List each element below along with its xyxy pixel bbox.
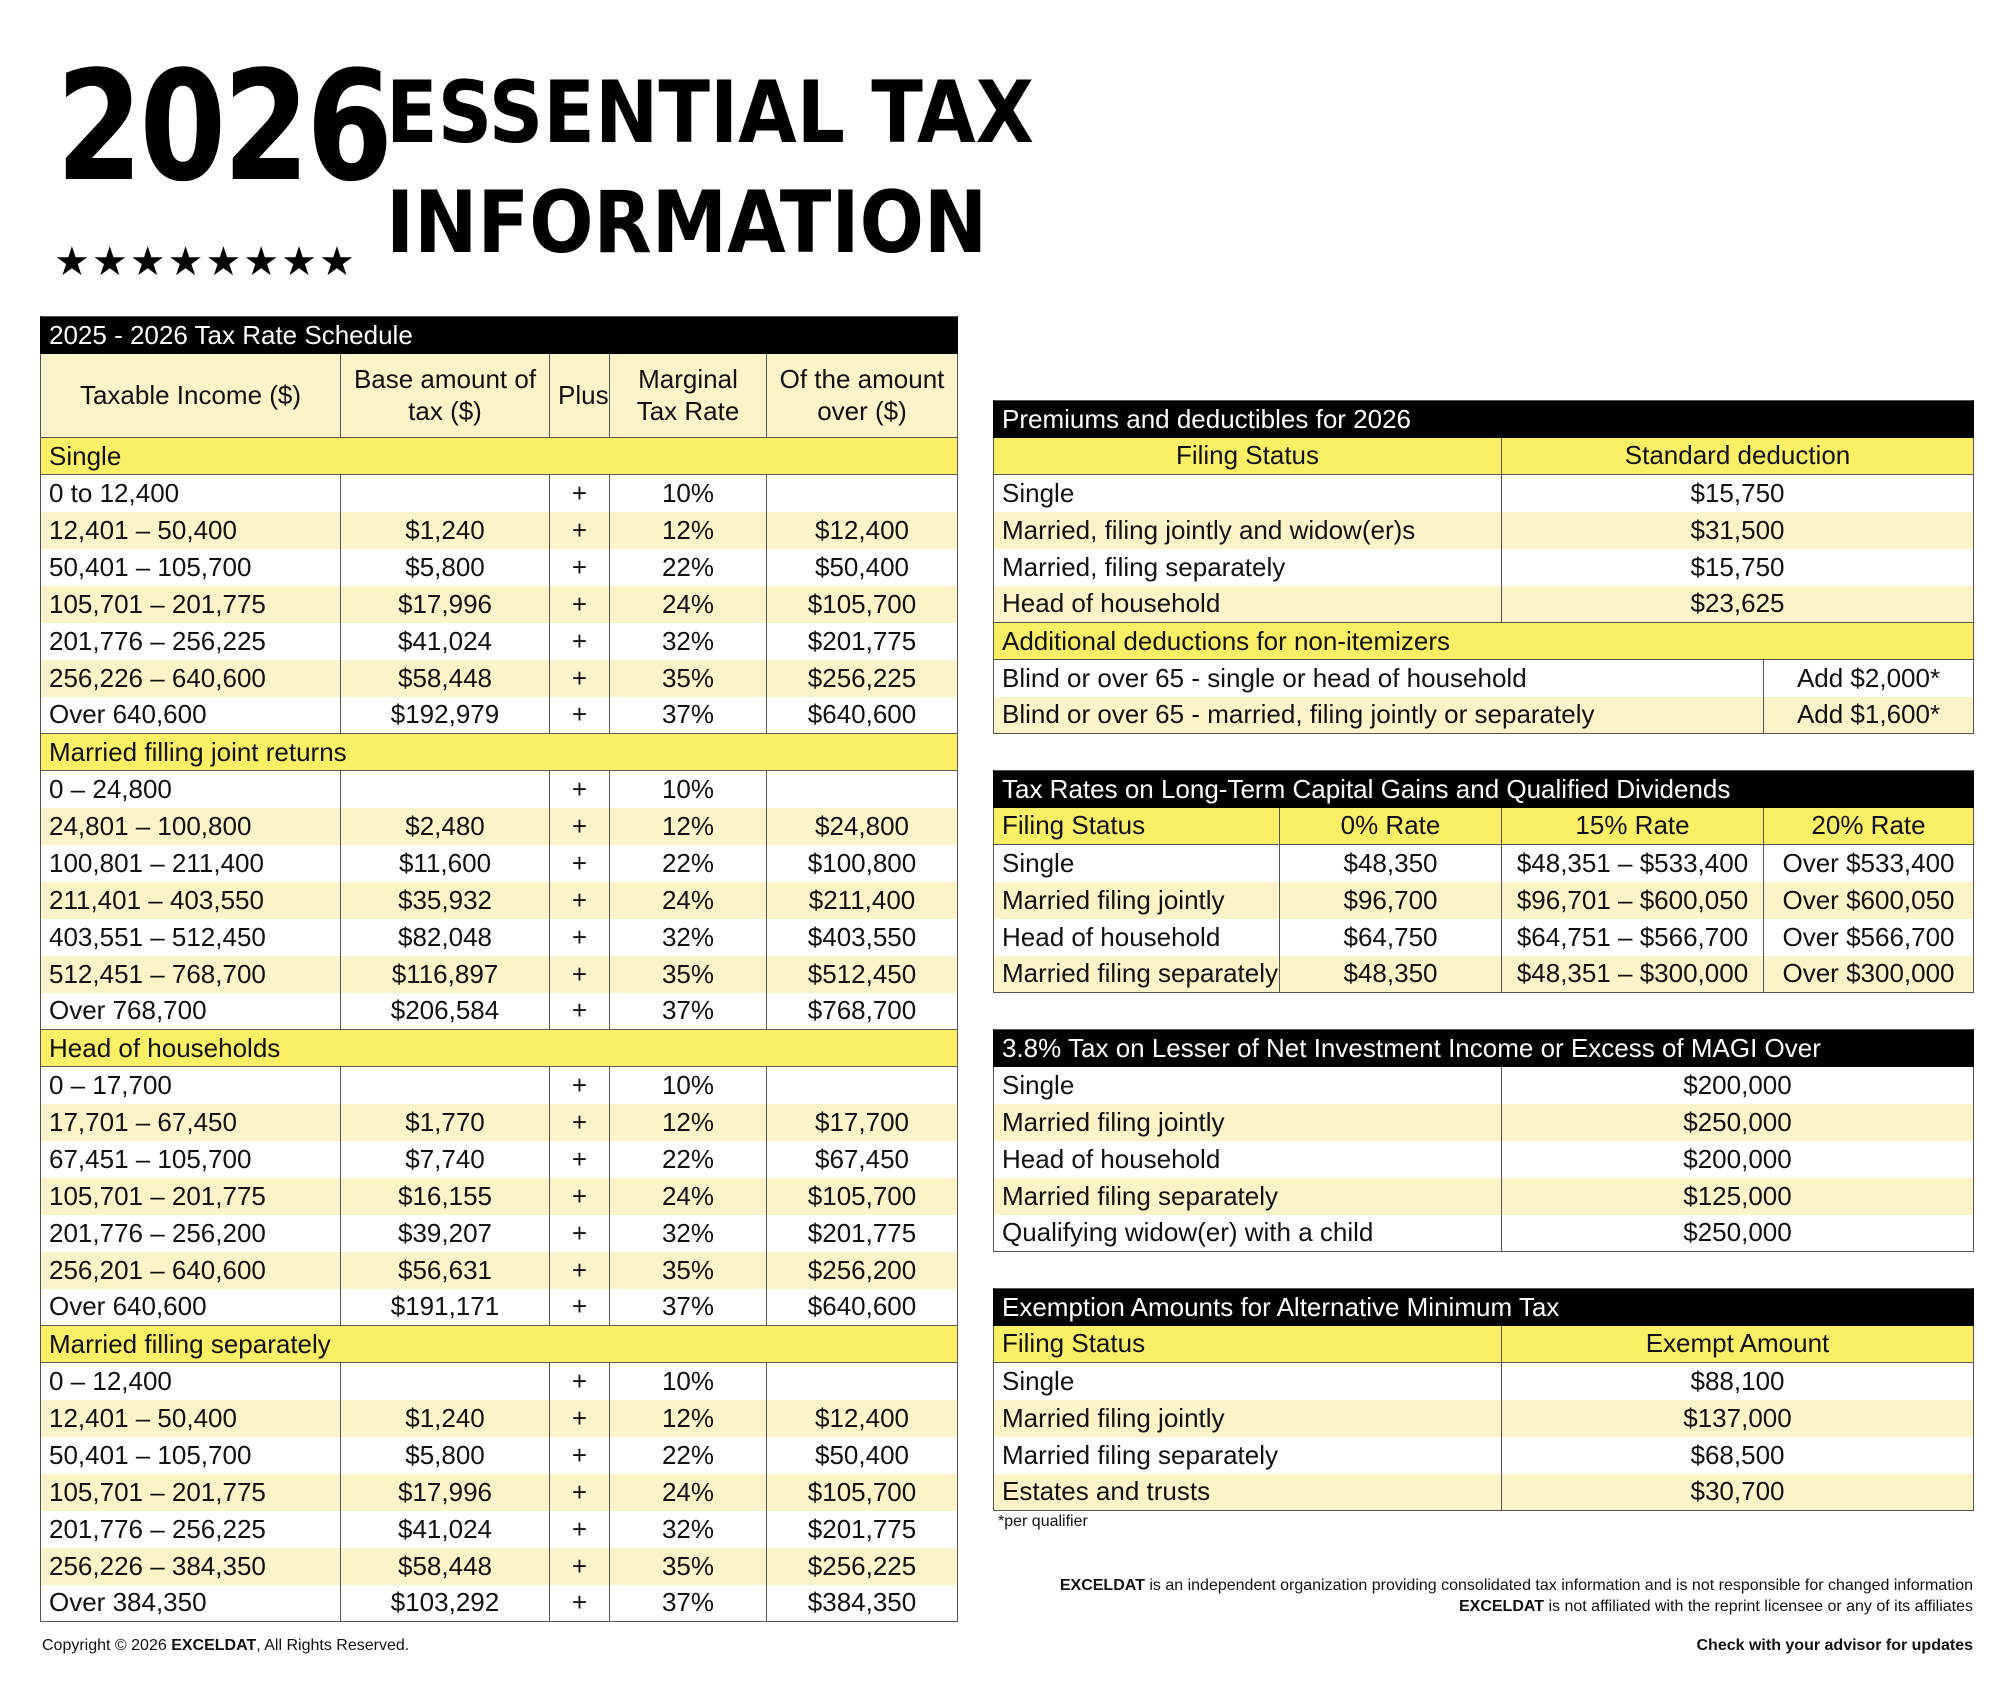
table-cell: $88,100 (1502, 1363, 1974, 1400)
table-title: Premiums and deductibles for 2026 (994, 401, 1974, 438)
table-cell: + (550, 993, 610, 1030)
table-cell: Qualifying widow(er) with a child (994, 1215, 1502, 1252)
table-row (41, 1104, 958, 1141)
table-row (994, 549, 1974, 586)
table-cell: + (550, 1437, 610, 1474)
table-row (41, 1141, 958, 1178)
brand-name: EXCELDAT (171, 1637, 257, 1654)
table-cell: 12,401 – 50,400 (41, 1400, 341, 1437)
table-row (41, 660, 958, 697)
table-cell: $1,240 (341, 1400, 550, 1437)
table-cell: 24,801 – 100,800 (41, 808, 341, 845)
table-cell: $17,996 (341, 586, 550, 623)
table-cell: 22% (610, 549, 767, 586)
table-cell: 0 – 24,800 (41, 771, 341, 808)
table-cell: $48,350 (1280, 845, 1502, 882)
table-cell: 32% (610, 623, 767, 660)
table-row (994, 1104, 1974, 1141)
section-label: Married filling joint returns (41, 734, 958, 771)
disclaimer-line-1 (1060, 1575, 1973, 1596)
table-row (41, 1585, 958, 1622)
table-title: 2025 - 2026 Tax Rate Schedule (41, 317, 958, 354)
table-cell: 105,701 – 201,775 (41, 586, 341, 623)
table-cell: 37% (610, 1585, 767, 1622)
table-cell: Over 384,350 (41, 1585, 341, 1622)
table-cell: Over 640,600 (41, 697, 341, 734)
table-cell: Over $566,700 (1764, 919, 1974, 956)
table-row (994, 1437, 1974, 1474)
net-investment-income-tax-table (993, 1029, 1974, 1252)
table-cell: 201,776 – 256,225 (41, 623, 341, 660)
table-cell: $15,750 (1502, 475, 1974, 512)
table-cell: Over $600,050 (1764, 882, 1974, 919)
table-row (41, 1067, 958, 1104)
table-cell: $50,400 (767, 1437, 958, 1474)
table-cell: Head of household (994, 1141, 1502, 1178)
table-cell: + (550, 697, 610, 734)
disclaimer-line-2 (1060, 1596, 1973, 1617)
table-cell: $403,550 (767, 919, 958, 956)
section-label: Single (41, 438, 958, 475)
table-row (41, 919, 958, 956)
copyright-text: Copyright © 2026 (42, 1637, 172, 1654)
brand-name: EXCELDAT (1458, 1598, 1545, 1615)
table-cell: 32% (610, 919, 767, 956)
table-row (994, 882, 1974, 919)
table-cell: 0 to 12,400 (41, 475, 341, 512)
section-header-row (994, 623, 1974, 660)
title-line-2: INFORMATION (386, 173, 988, 273)
table-cell: Single (994, 1067, 1502, 1104)
table-row (41, 845, 958, 882)
table-cell: 12% (610, 1104, 767, 1141)
table-cell (767, 1363, 958, 1400)
column-header: Base amount of tax ($) (341, 354, 550, 438)
table-cell: $17,996 (341, 1474, 550, 1511)
table-row (994, 956, 1974, 993)
section-label: Additional deductions for non-itemizers (994, 623, 1974, 660)
disclaimer-text: is an independent organization providing consolidated tax information and is not responsible for changed information (1144, 1577, 1973, 1594)
table-cell: $67,450 (767, 1141, 958, 1178)
table-cell: 22% (610, 845, 767, 882)
table-row (994, 1474, 1974, 1511)
table-cell: 403,551 – 512,450 (41, 919, 341, 956)
table-cell: Estates and trusts (994, 1474, 1502, 1511)
table-cell: $640,600 (767, 697, 958, 734)
table-row (994, 1178, 1974, 1215)
table-cell: 37% (610, 697, 767, 734)
section-header-row (41, 1030, 958, 1067)
table-cell: Single (994, 845, 1280, 882)
table-cell: $48,351 – $533,400 (1502, 845, 1764, 882)
section-header-row (41, 1326, 958, 1363)
table-cell: 22% (610, 1437, 767, 1474)
page-title (386, 58, 1034, 278)
table-cell: 24% (610, 1474, 767, 1511)
table-cell: Blind or over 65 - married, filing jointly or separately (994, 697, 1764, 734)
table-cell: 35% (610, 660, 767, 697)
table-row (41, 993, 958, 1030)
star-rating-decoration: ★★★★★★★★ (54, 240, 357, 284)
table-cell: $5,800 (341, 549, 550, 586)
table-cell: $11,600 (341, 845, 550, 882)
title-line-1: ESSENTIAL TAX (386, 63, 1034, 163)
table-cell: Married, filing separately (994, 549, 1502, 586)
table-cell: + (550, 475, 610, 512)
table-cell: 201,776 – 256,225 (41, 1511, 341, 1548)
table-cell (341, 1067, 550, 1104)
table-cell: + (550, 1363, 610, 1400)
section-label: Married filling separately (41, 1326, 958, 1363)
table-cell: + (550, 845, 610, 882)
table-cell: + (550, 1215, 610, 1252)
table-cell: + (550, 1400, 610, 1437)
disclaimer-text: is not affiliated with the reprint licensee or any of its affiliates (1544, 1598, 1973, 1615)
table-cell: 37% (610, 993, 767, 1030)
table-cell: $64,751 – $566,700 (1502, 919, 1764, 956)
table-cell: $256,225 (767, 660, 958, 697)
table-row (41, 1363, 958, 1400)
table-title: Exemption Amounts for Alternative Minimum Tax (994, 1289, 1974, 1326)
table-row (41, 1252, 958, 1289)
table-cell: $105,700 (767, 1178, 958, 1215)
table-row (994, 1363, 1974, 1400)
table-cell: $23,625 (1502, 586, 1974, 623)
column-header: Filing Status (994, 438, 1502, 475)
column-header: Filing Status (994, 808, 1280, 845)
table-cell: Married, filing jointly and widow(er)s (994, 512, 1502, 549)
table-row (41, 1400, 958, 1437)
table-cell: 12% (610, 512, 767, 549)
column-header: Plus (550, 354, 610, 438)
table-row (994, 1141, 1974, 1178)
table-cell (767, 771, 958, 808)
table-cell: $250,000 (1502, 1215, 1974, 1252)
table-cell: 256,226 – 384,350 (41, 1548, 341, 1585)
table-cell: Single (994, 475, 1502, 512)
table-cell: 0 – 12,400 (41, 1363, 341, 1400)
table-cell: 100,801 – 211,400 (41, 845, 341, 882)
column-header: Taxable Income ($) (41, 354, 341, 438)
table-cell: + (550, 586, 610, 623)
table-cell: $5,800 (341, 1437, 550, 1474)
table-row (41, 512, 958, 549)
column-header: Of the amount over ($) (767, 354, 958, 438)
table-row (994, 1400, 1974, 1437)
table-row (994, 697, 1974, 734)
table-row (994, 586, 1974, 623)
table-cell: $24,800 (767, 808, 958, 845)
column-header: Exempt Amount (1502, 1326, 1974, 1363)
table-row (41, 475, 958, 512)
table-cell: 37% (610, 1289, 767, 1326)
table-cell: + (550, 512, 610, 549)
table-cell: $48,351 – $300,000 (1502, 956, 1764, 993)
table-cell: $105,700 (767, 586, 958, 623)
table-row (994, 1215, 1974, 1252)
table-row (994, 475, 1974, 512)
tax-rate-schedule-table (40, 316, 958, 1622)
table-cell: 35% (610, 1548, 767, 1585)
table-cell: $50,400 (767, 549, 958, 586)
table-cell: 50,401 – 105,700 (41, 1437, 341, 1474)
standard-deduction-table (993, 400, 1974, 734)
table-cell: 12% (610, 1400, 767, 1437)
table-row (41, 1178, 958, 1215)
table-cell: $39,207 (341, 1215, 550, 1252)
brand-name: EXCELDAT (1059, 1577, 1145, 1594)
table-row (994, 512, 1974, 549)
table-cell: $103,292 (341, 1585, 550, 1622)
table-cell: $1,240 (341, 512, 550, 549)
table-cell: + (550, 1548, 610, 1585)
column-header: Marginal Tax Rate (610, 354, 767, 438)
amt-exemption-table (993, 1288, 1974, 1511)
table-cell: $100,800 (767, 845, 958, 882)
table-cell: $64,750 (1280, 919, 1502, 956)
table-cell: Over 640,600 (41, 1289, 341, 1326)
table-row (994, 1067, 1974, 1104)
table-cell: + (550, 956, 610, 993)
column-header: Filing Status (994, 1326, 1502, 1363)
table-cell: $192,979 (341, 697, 550, 734)
table-cell: Blind or over 65 - single or head of household (994, 660, 1764, 697)
table-cell: 32% (610, 1511, 767, 1548)
table-cell: 12% (610, 808, 767, 845)
table-cell: $1,770 (341, 1104, 550, 1141)
table-cell: $211,400 (767, 882, 958, 919)
table-cell: Over $533,400 (1764, 845, 1974, 882)
table-cell: Married filing separately (994, 1178, 1502, 1215)
table-cell: Head of household (994, 586, 1502, 623)
copyright (42, 1637, 409, 1655)
table-cell: $201,775 (767, 623, 958, 660)
table-cell: + (550, 1289, 610, 1326)
table-cell: $512,450 (767, 956, 958, 993)
table-cell: + (550, 1104, 610, 1141)
table-cell: 256,226 – 640,600 (41, 660, 341, 697)
table-cell: 512,451 – 768,700 (41, 956, 341, 993)
per-qualifier-footnote: *per qualifier (998, 1513, 1088, 1530)
table-cell: 22% (610, 1141, 767, 1178)
table-cell: $200,000 (1502, 1067, 1974, 1104)
table-cell: $12,400 (767, 1400, 958, 1437)
table-cell: + (550, 1585, 610, 1622)
table-cell: 17,701 – 67,450 (41, 1104, 341, 1141)
table-cell: Head of household (994, 919, 1280, 956)
table-cell: $116,897 (341, 956, 550, 993)
table-cell: + (550, 808, 610, 845)
table-cell: + (550, 882, 610, 919)
table-cell: $7,740 (341, 1141, 550, 1178)
table-cell (767, 475, 958, 512)
table-row (41, 771, 958, 808)
table-cell: Married filing separately (994, 1437, 1502, 1474)
table-cell: $768,700 (767, 993, 958, 1030)
disclaimer (1060, 1575, 1973, 1617)
table-cell: 35% (610, 956, 767, 993)
advisor-note: Check with your advisor for updates (1696, 1637, 1973, 1654)
table-cell: Married filing separately (994, 956, 1280, 993)
table-cell: Married filing jointly (994, 1400, 1502, 1437)
table-row (41, 1474, 958, 1511)
table-cell: Over $300,000 (1764, 956, 1974, 993)
table-cell: $201,775 (767, 1215, 958, 1252)
table-cell: 0 – 17,700 (41, 1067, 341, 1104)
table-cell: 10% (610, 1067, 767, 1104)
table-cell: $68,500 (1502, 1437, 1974, 1474)
section-label: Head of households (41, 1030, 958, 1067)
table-cell: Single (994, 1363, 1502, 1400)
section-header-row (41, 734, 958, 771)
table-cell: $17,700 (767, 1104, 958, 1141)
table-cell: + (550, 1141, 610, 1178)
table-row (41, 956, 958, 993)
table-cell: $200,000 (1502, 1141, 1974, 1178)
table-row (994, 660, 1974, 697)
table-cell: + (550, 660, 610, 697)
table-cell: 24% (610, 586, 767, 623)
table-cell (341, 1363, 550, 1400)
table-cell: 67,451 – 105,700 (41, 1141, 341, 1178)
table-cell: $41,024 (341, 1511, 550, 1548)
table-cell: $96,701 – $600,050 (1502, 882, 1764, 919)
table-cell: $2,480 (341, 808, 550, 845)
table-cell: $82,048 (341, 919, 550, 956)
table-cell: $125,000 (1502, 1178, 1974, 1215)
table-cell: $30,700 (1502, 1474, 1974, 1511)
table-row (41, 1548, 958, 1585)
table-cell: $16,155 (341, 1178, 550, 1215)
table-cell: $256,225 (767, 1548, 958, 1585)
table-cell: $137,000 (1502, 1400, 1974, 1437)
table-cell: $56,631 (341, 1252, 550, 1289)
table-row (41, 549, 958, 586)
table-title: 3.8% Tax on Lesser of Net Investment Income or Excess of MAGI Over (994, 1030, 1974, 1067)
table-cell: + (550, 1252, 610, 1289)
table-cell: $256,200 (767, 1252, 958, 1289)
table-cell: Married filing jointly (994, 882, 1280, 919)
table-cell: 256,201 – 640,600 (41, 1252, 341, 1289)
table-cell: $640,600 (767, 1289, 958, 1326)
table-cell: $41,024 (341, 623, 550, 660)
table-cell: $105,700 (767, 1474, 958, 1511)
table-cell: 12,401 – 50,400 (41, 512, 341, 549)
table-cell: 35% (610, 1252, 767, 1289)
table-cell: $250,000 (1502, 1104, 1974, 1141)
column-header: 20% Rate (1764, 808, 1974, 845)
table-cell: $15,750 (1502, 549, 1974, 586)
table-cell: $58,448 (341, 660, 550, 697)
table-cell: Over 768,700 (41, 993, 341, 1030)
table-row (994, 919, 1974, 956)
table-cell: Add $2,000* (1764, 660, 1974, 697)
table-cell: Add $1,600* (1764, 697, 1974, 734)
capital-gains-table (993, 770, 1974, 993)
table-cell: $58,448 (341, 1548, 550, 1585)
table-cell: Married filing jointly (994, 1104, 1502, 1141)
table-row (41, 697, 958, 734)
column-header: 0% Rate (1280, 808, 1502, 845)
table-cell: $384,350 (767, 1585, 958, 1622)
table-cell: $201,775 (767, 1511, 958, 1548)
table-cell: + (550, 1474, 610, 1511)
table-cell: 32% (610, 1215, 767, 1252)
table-cell (767, 1067, 958, 1104)
table-cell: 211,401 – 403,550 (41, 882, 341, 919)
table-cell: + (550, 1511, 610, 1548)
table-row (41, 586, 958, 623)
table-cell: 10% (610, 475, 767, 512)
table-cell: + (550, 623, 610, 660)
table-row (41, 808, 958, 845)
table-row (41, 1289, 958, 1326)
table-cell: 201,776 – 256,200 (41, 1215, 341, 1252)
table-cell: 50,401 – 105,700 (41, 549, 341, 586)
table-cell: + (550, 771, 610, 808)
table-cell: + (550, 919, 610, 956)
table-cell: + (550, 549, 610, 586)
table-row (41, 1215, 958, 1252)
table-cell (341, 475, 550, 512)
copyright-text: , All Rights Reserved. (256, 1637, 410, 1654)
table-cell: $35,932 (341, 882, 550, 919)
column-header: 15% Rate (1502, 808, 1764, 845)
table-cell: 10% (610, 771, 767, 808)
table-cell: 105,701 – 201,775 (41, 1474, 341, 1511)
table-cell: + (550, 1178, 610, 1215)
table-cell: 24% (610, 882, 767, 919)
table-cell (341, 771, 550, 808)
table-row (41, 1437, 958, 1474)
table-row (41, 1511, 958, 1548)
table-cell: $191,171 (341, 1289, 550, 1326)
section-header-row (41, 438, 958, 475)
table-cell: + (550, 1067, 610, 1104)
table-row (994, 845, 1974, 882)
table-cell: $96,700 (1280, 882, 1502, 919)
table-cell: $48,350 (1280, 956, 1502, 993)
table-cell: 10% (610, 1363, 767, 1400)
table-title: Tax Rates on Long-Term Capital Gains and Qualified Dividends (994, 771, 1974, 808)
table-cell: $12,400 (767, 512, 958, 549)
table-cell: $206,584 (341, 993, 550, 1030)
table-cell: 24% (610, 1178, 767, 1215)
table-row (41, 882, 958, 919)
table-row (41, 623, 958, 660)
table-cell: 105,701 – 201,775 (41, 1178, 341, 1215)
column-header: Standard deduction (1502, 438, 1974, 475)
year-heading: 2026 (56, 38, 390, 215)
table-cell: $31,500 (1502, 512, 1974, 549)
